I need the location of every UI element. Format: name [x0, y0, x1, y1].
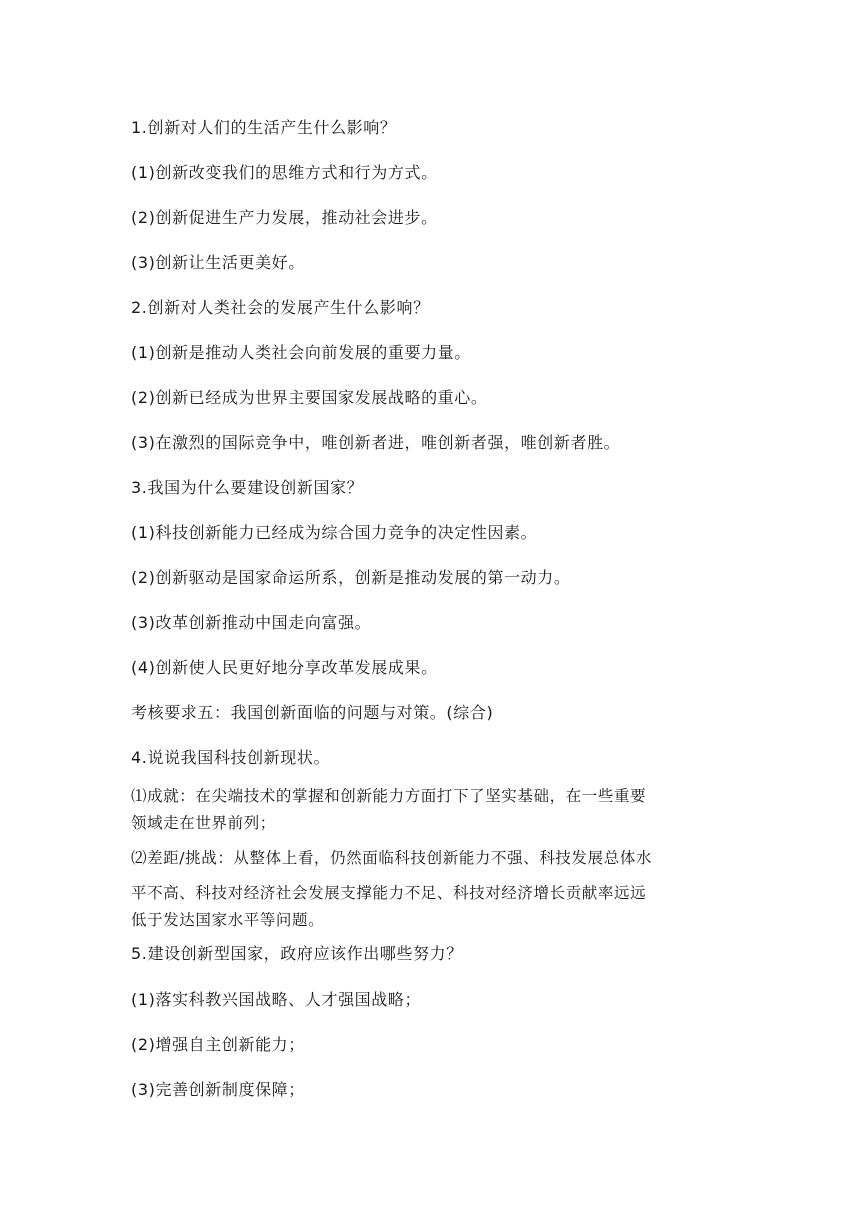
answer-2-1: (1)创新是推动人类社会向前发展的重要力量。 [131, 343, 471, 362]
question-3: 3.我国为什么要建设创新国家？ [131, 478, 364, 497]
answer-1-3: (3)创新让生活更美好。 [131, 253, 305, 272]
answer-3-1: (1)科技创新能力已经成为综合国力竞争的决定性因素。 [131, 523, 538, 542]
answer-4-1-line-2: 领域走在世界前列； [131, 814, 276, 832]
answer-4-2-line-2: 平不高、科技对经济社会发展支撑能力不足、科技对经济增长贡献率远远 [131, 884, 647, 902]
answer-4-1-line-1: ⑴成就：在尖端技术的掌握和创新能力方面打下了坚实基础，在一些重要 [131, 787, 647, 805]
answer-2-3: (3)在激烈的国际竞争中，唯创新者进，唯创新者强，唯创新者胜。 [131, 433, 621, 452]
answer-4-2-line-1: ⑵差距/挑战：从整体上看，仍然面临科技创新能力不强、科技发展总体水 [131, 849, 653, 867]
answer-4-2-line-3: 低于发达国家水平等问题。 [131, 911, 325, 929]
question-1: 1.创新对人们的生活产生什么影响？ [131, 118, 397, 137]
answer-2-2: (2)创新已经成为世界主要国家发展战略的重心。 [131, 388, 488, 407]
question-2: 2.创新对人类社会的发展产生什么影响？ [131, 298, 430, 317]
answer-5-1: (1)落实科教兴国战略、人才强国战略； [131, 990, 422, 1009]
answer-3-3: (3)改革创新推动中国走向富强。 [131, 613, 372, 632]
answer-5-3: (3)完善创新制度保障； [131, 1080, 305, 1099]
question-4: 4.说说我国科技创新现状。 [131, 748, 331, 767]
answer-3-2: (2)创新驱动是国家命运所系，创新是推动发展的第一动力。 [131, 568, 571, 587]
answer-3-4: (4)创新使人民更好地分享改革发展成果。 [131, 658, 438, 677]
answer-5-2: (2)增强自主创新能力； [131, 1035, 305, 1054]
section-heading: 考核要求五：我国创新面临的问题与对策。(综合) [131, 703, 494, 722]
answer-1-1: (1)创新改变我们的思维方式和行为方式。 [131, 163, 438, 182]
answer-1-2: (2)创新促进生产力发展，推动社会进步。 [131, 208, 438, 227]
question-5: 5.建设创新型国家，政府应该作出哪些努力？ [131, 944, 463, 963]
